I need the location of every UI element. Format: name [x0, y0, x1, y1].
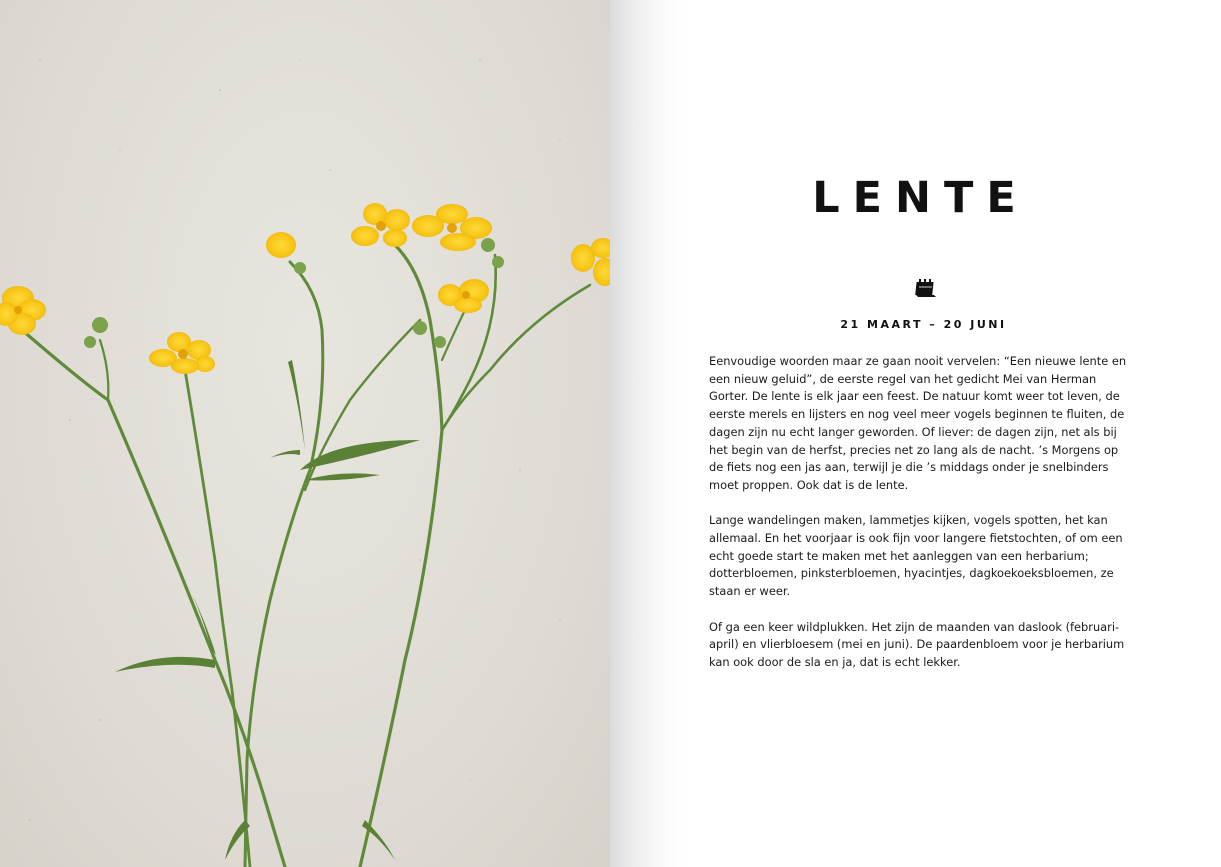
calendar-icon: [915, 278, 937, 298]
paragraph: Of ga een keer wildplukken. Het zijn de maanden van daslook (februari-april) en vlierbloesem (mei en juni). De paardenbloem voor je herbarium kan ook door de sla en ja, dat is echt lekker.: [709, 619, 1125, 669]
paragraph: Eenvoudige woorden maar ze gaan nooit vervelen: “Een nieuwe lente en een nieuw geluid”, de eerste regel van het gedicht Mei van Herman Gorter. De lente is elk jaar een feest. De natuur komt weer tot leven, de eerste merels en lijsters en nog veel meer vogels beginnen te fluiten, de dagen zijn nu echt langer geworden. Of liever: de dagen zijn, net als bij het begin van de herfst, precies net zo lang als de nacht. ’s Morgens op de fiets nog een jas aan, terwijl je die ’s middags onder je snelbinders moet proppen. Ook dat is de lente.: [709, 354, 1127, 492]
buttercup-illustration: [0, 0, 610, 867]
paragraph: Lange wandelingen maken, lammetjes kijken, vogels spotten, het kan allemaal. En het voorjaar is ook fijn voor langere fietstochten, of om een echt goede start te maken met het aanleggen van een herbarium; dotterbloemen, pinksterbloemen, hyacintjes, dagkoekoeksbloemen, ze staan er weer.: [709, 513, 1123, 599]
date-range: 21 MAART – 20 JUNI: [840, 318, 1007, 331]
flower-photo: [0, 0, 610, 867]
body-text: [709, 353, 1129, 689]
page-title: LENTE: [812, 173, 1029, 223]
text-page: [610, 0, 1221, 867]
